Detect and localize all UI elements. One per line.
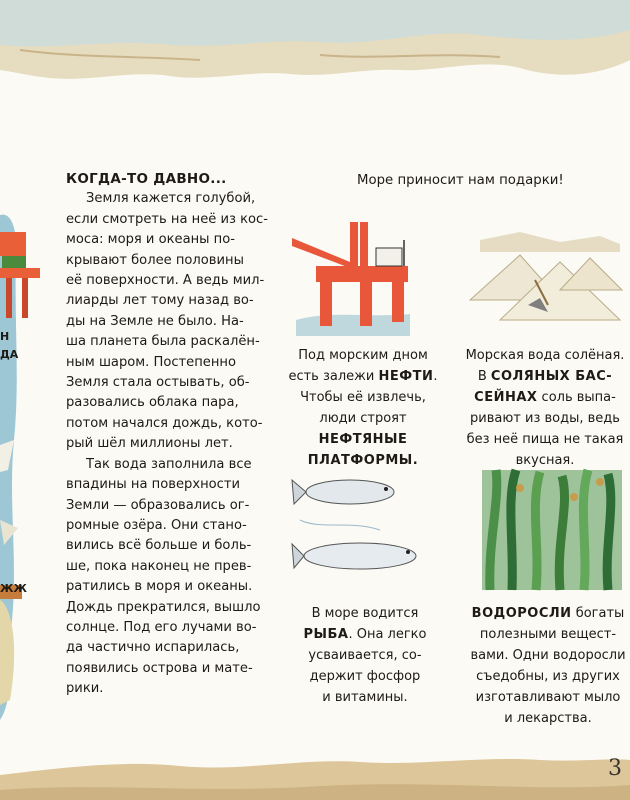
caption-line <box>288 429 438 450</box>
algae-illustration <box>482 470 622 590</box>
text-line: ша планета была раскалён- <box>66 334 260 350</box>
caption-line: В море водится <box>311 606 419 621</box>
caption-line <box>463 603 630 624</box>
caption-text: . <box>433 369 438 384</box>
page-number: 3 <box>608 756 622 781</box>
text-line: солнце. Под его лучами во- <box>66 619 257 635</box>
caption-line: вами. Одни водоросли <box>470 648 626 663</box>
text-line: лиарды лет тому назад во- <box>66 293 254 309</box>
text-line: Земли — образовались ог- <box>66 497 250 513</box>
caption-line: ривают из воды, ведь <box>470 411 620 426</box>
caption-text: соль выпа- <box>537 390 616 405</box>
caption-line: изготавливают мыло <box>475 690 621 705</box>
text-line: Земля стала остывать, об- <box>66 375 250 391</box>
caption-keyword: ПЛАТФОРМЫ. <box>307 453 419 468</box>
text-line: ромные озёра. Они стано- <box>66 517 247 533</box>
caption-line <box>288 450 438 471</box>
caption-text: богаты <box>571 606 625 621</box>
paragraph-1 <box>66 189 284 454</box>
caption-text: есть залежи <box>288 369 379 384</box>
text-line: ше, пока наконец не прев- <box>66 558 252 574</box>
text-line: Дождь прекратился, вышло <box>66 599 261 615</box>
caption-text: . Она легко <box>348 627 427 642</box>
caption-keyword: НЕФТЯНЫЕ <box>318 432 408 447</box>
article-heading: КОГДА-ТО ДАВНО... <box>66 171 227 187</box>
text-line: если смотреть на неё из кос- <box>66 211 268 227</box>
oil-platform-illustration <box>292 222 410 336</box>
text-line: рики. <box>66 681 104 697</box>
caption-keyword: НЕФТИ <box>378 369 434 384</box>
text-line: моса: моря и океаны по- <box>66 232 235 248</box>
caption-salt <box>460 345 630 471</box>
caption-line: без неё пища не такая <box>466 432 624 447</box>
caption-line <box>290 624 440 645</box>
svg-text:ЖЖ: ЖЖ <box>0 582 27 595</box>
caption-line: съедобны, из других <box>476 669 620 684</box>
text-line: Земля кажется голубой, <box>86 191 256 207</box>
caption-line: и лекарства. <box>504 711 592 726</box>
text-line: Так вода заполнила все <box>86 456 252 472</box>
caption-oil <box>288 345 438 471</box>
text-line: потом начался дождь, кото- <box>66 415 263 431</box>
caption-line <box>460 366 630 387</box>
text-line: крывают более половины <box>66 252 244 268</box>
caption-line: Морская вода солёная. <box>465 348 625 363</box>
text-line: ратились в моря и океаны. <box>66 579 253 595</box>
caption-text: В <box>477 369 491 384</box>
caption-algae <box>463 603 630 729</box>
caption-line: держит фосфор <box>309 669 421 684</box>
fish-illustration <box>292 480 416 569</box>
caption-keyword: СОЛЯНЫХ БАС- <box>490 369 613 384</box>
text-line: да частично испарилась, <box>66 640 240 656</box>
salt-piles-illustration <box>470 232 622 320</box>
caption-keyword: РЫБА <box>303 627 349 642</box>
caption-fish <box>290 603 440 708</box>
left-map-art <box>0 215 40 720</box>
text-line: её поверхности. А ведь мил- <box>66 273 265 289</box>
text-line: ным шаром. Постепенно <box>66 354 236 370</box>
caption-line: полезными вещест- <box>479 627 617 642</box>
caption-line: вкусная. <box>515 453 575 468</box>
main-article <box>66 169 284 700</box>
caption-line <box>460 387 630 408</box>
caption-line: и витамины. <box>322 690 408 705</box>
text-line: впадины на поверхности <box>66 477 240 493</box>
text-line: появились острова и мате- <box>66 660 253 676</box>
caption-line: усваивается, со- <box>308 648 422 663</box>
text-line: разовались облака пара, <box>66 395 239 411</box>
text-line: рый шёл миллионы лет. <box>66 436 233 452</box>
paragraph-2 <box>66 455 284 700</box>
caption-line <box>288 366 438 387</box>
caption-line: Под морским дном <box>298 348 428 363</box>
svg-text:Н: Н <box>0 330 10 343</box>
svg-text:ДА: ДА <box>0 348 19 361</box>
text-line: ды на Земле не было. На- <box>66 313 244 329</box>
caption-keyword: ВОДОРОСЛИ <box>471 606 572 621</box>
section-header: Море приносит нам подарки! <box>357 173 564 188</box>
caption-keyword: СЕЙНАХ <box>474 390 538 405</box>
text-line: вились всё больше и боль- <box>66 538 252 554</box>
caption-line: Чтобы её извлечь, <box>300 390 426 405</box>
caption-line: люди строят <box>319 411 407 426</box>
